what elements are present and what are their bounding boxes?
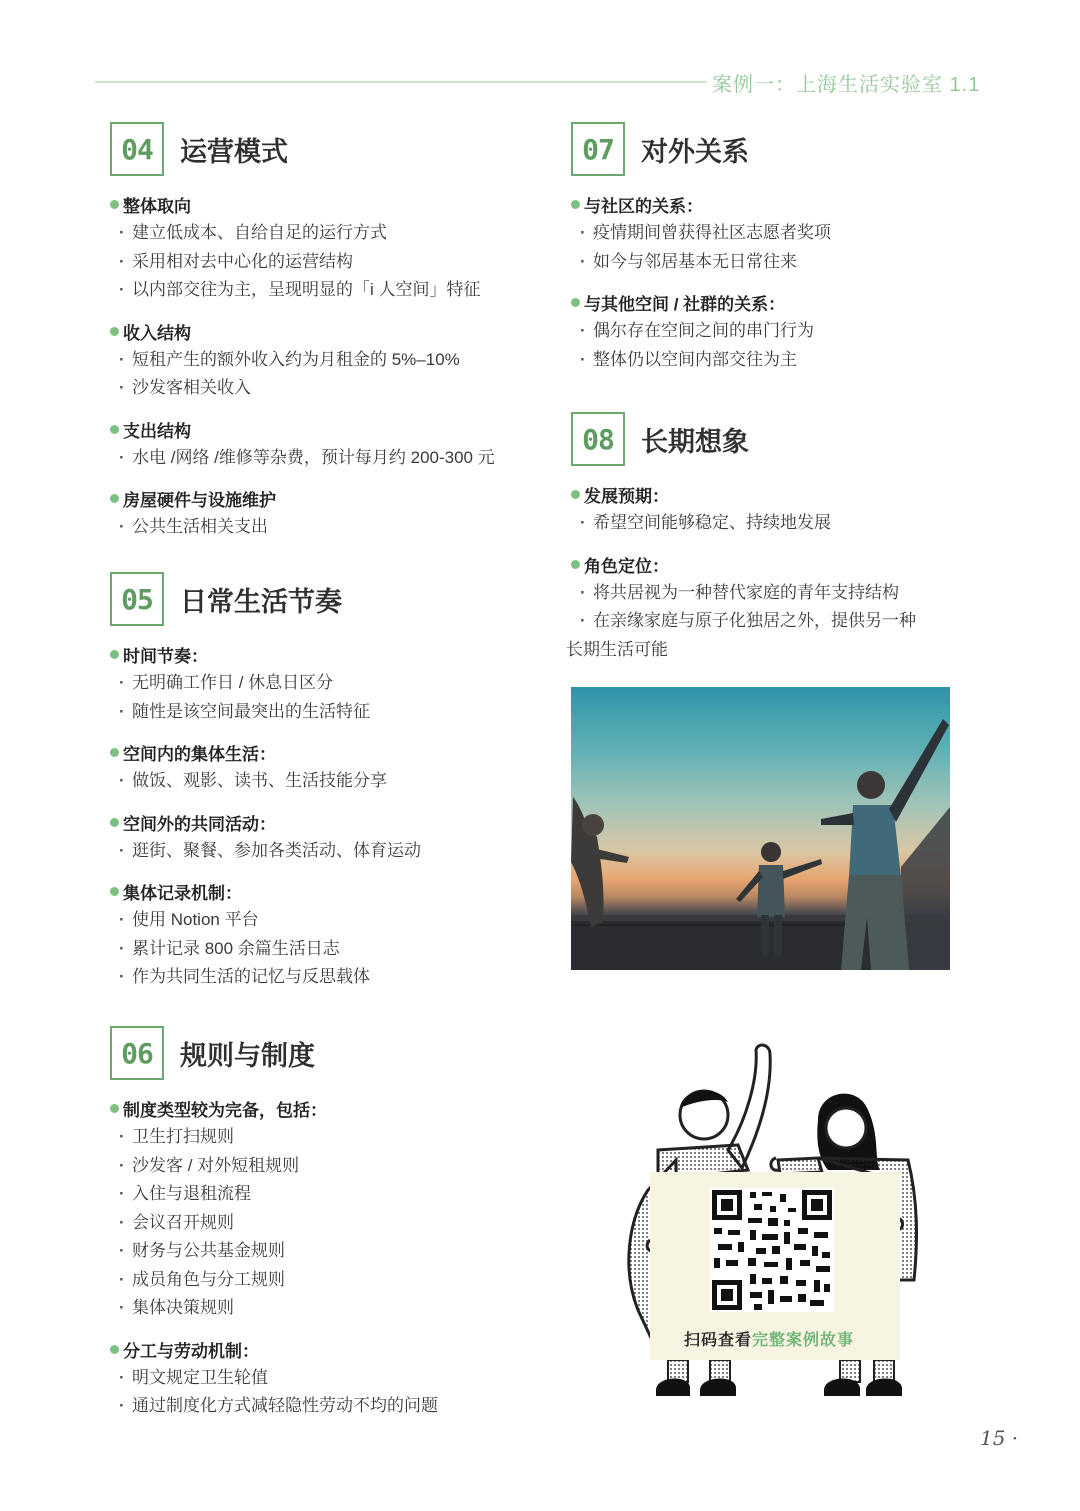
category-heading: 空间内的集体生活：: [110, 740, 421, 765]
section-title: 对外关系: [641, 136, 749, 167]
bullet-dot-icon: [110, 200, 119, 209]
sunset-silhouette-photo: [571, 687, 950, 970]
list-item: · 短租产生的额外收入约为月租金的 5%–10%: [110, 346, 495, 375]
category-heading: 角色定位：: [571, 552, 916, 577]
list-item: · 作为共同生活的记忆与反思载体: [110, 963, 421, 992]
list-item-continuation: 长期生活可能: [566, 639, 668, 659]
section-number: 07: [571, 122, 625, 176]
list-item: · 逛街、聚餐、参加各类活动、体育运动: [110, 837, 421, 866]
section-title: 长期想象: [641, 426, 749, 457]
list-item: · 整体仍以空间内部交往为主: [571, 346, 831, 375]
category-heading: 空间外的共同活动：: [110, 810, 421, 835]
section-number: 05: [110, 572, 164, 626]
list-item: · 入住与退租流程: [110, 1180, 438, 1209]
section-title: 日常生活节奏: [180, 586, 342, 617]
section-daily-rhythm: [110, 570, 421, 992]
category-heading: 收入结构: [110, 319, 495, 344]
section-number: 04: [110, 122, 164, 176]
qr-code-icon[interactable]: [710, 1188, 834, 1312]
list-item: · 成员角色与分工规则: [110, 1266, 438, 1295]
list-item: · 在亲缘家庭与原子化独居之外，提供另一种: [571, 607, 916, 636]
list-item: · 偶尔存在空间之间的串门行为: [571, 317, 831, 346]
category-heading: 整体取向: [110, 192, 495, 217]
list-item: · 卫生打扫规则: [110, 1123, 438, 1152]
section-external-relations: [571, 120, 831, 374]
section-long-term-vision: [566, 410, 916, 664]
list-item: · 集体决策规则: [110, 1294, 438, 1323]
section-title: 规则与制度: [180, 1040, 315, 1071]
list-item: · 累计记录 800 余篇生活日志: [110, 935, 421, 964]
bullet-dot-icon: [110, 887, 119, 896]
category-heading: 时间节奏：: [110, 642, 421, 667]
section-number: 06: [110, 1026, 164, 1080]
list-item: · 使用 Notion 平台: [110, 906, 421, 935]
section-number: 08: [571, 412, 625, 466]
list-item: · 公共生活相关支出: [110, 513, 495, 542]
bullet-dot-icon: [571, 490, 580, 499]
list-item: · 通过制度化方式减轻隐性劳动不均的问题: [110, 1392, 438, 1421]
list-item: · 财务与公共基金规则: [110, 1237, 438, 1266]
section-operating-model: [110, 120, 495, 542]
list-item: · 沙发客 / 对外短租规则: [110, 1152, 438, 1181]
list-item: · 明文规定卫生轮值: [110, 1364, 438, 1393]
category-heading: 与社区的关系：: [571, 192, 831, 217]
qr-caption: 扫码查看完整案例故事: [684, 1332, 855, 1349]
bullet-dot-icon: [110, 748, 119, 757]
page-number: 15 ·: [980, 1426, 1019, 1450]
category-heading: 发展预期：: [571, 482, 916, 507]
bullet-dot-icon: [110, 425, 119, 434]
list-item: · 将共居视为一种替代家庭的青年支持结构: [571, 579, 916, 608]
list-item: · 无明确工作日 / 休息日区分: [110, 669, 421, 698]
bullet-dot-icon: [571, 200, 580, 209]
list-item: · 采用相对去中心化的运营结构: [110, 248, 495, 277]
list-item: · 沙发客相关收入: [110, 374, 495, 403]
running-header: 案例一：上海生活实验室 1.1: [712, 74, 981, 96]
bullet-dot-icon: [110, 327, 119, 336]
list-item: · 如今与邻居基本无日常往来: [571, 248, 831, 277]
header-rule: [95, 81, 707, 83]
list-item: · 随性是该空间最突出的生活特征: [110, 698, 421, 727]
bullet-dot-icon: [110, 494, 119, 503]
list-item: · 以内部交往为主，呈现明显的「i 人空间」特征: [110, 276, 495, 305]
list-item: · 会议召开规则: [110, 1209, 438, 1238]
category-heading: 支出结构: [110, 417, 495, 442]
bullet-dot-icon: [110, 650, 119, 659]
category-heading: 集体记录机制：: [110, 879, 421, 904]
section-title: 运营模式: [180, 136, 288, 167]
category-heading: 分工与劳动机制：: [110, 1337, 438, 1362]
category-heading: 制度类型较为完备，包括：: [110, 1096, 438, 1121]
list-item: · 希望空间能够稳定、持续地发展: [571, 509, 916, 538]
bullet-dot-icon: [571, 298, 580, 307]
list-item: · 水电 /网络 /维修等杂费，预计每月约 200-300 元: [110, 444, 495, 473]
category-heading: 与其他空间 / 社群的关系：: [571, 290, 831, 315]
bullet-dot-icon: [110, 1345, 119, 1354]
list-item: · 疫情期间曾获得社区志愿者奖项: [571, 219, 831, 248]
bullet-dot-icon: [110, 1104, 119, 1113]
list-item: · 做饭、观影、读书、生活技能分享: [110, 767, 421, 796]
list-item: · 建立低成本、自给自足的运行方式: [110, 219, 495, 248]
bullet-dot-icon: [110, 818, 119, 827]
category-heading: 房屋硬件与设施维护: [110, 486, 495, 511]
bullet-dot-icon: [571, 560, 580, 569]
section-rules: [110, 1024, 438, 1421]
